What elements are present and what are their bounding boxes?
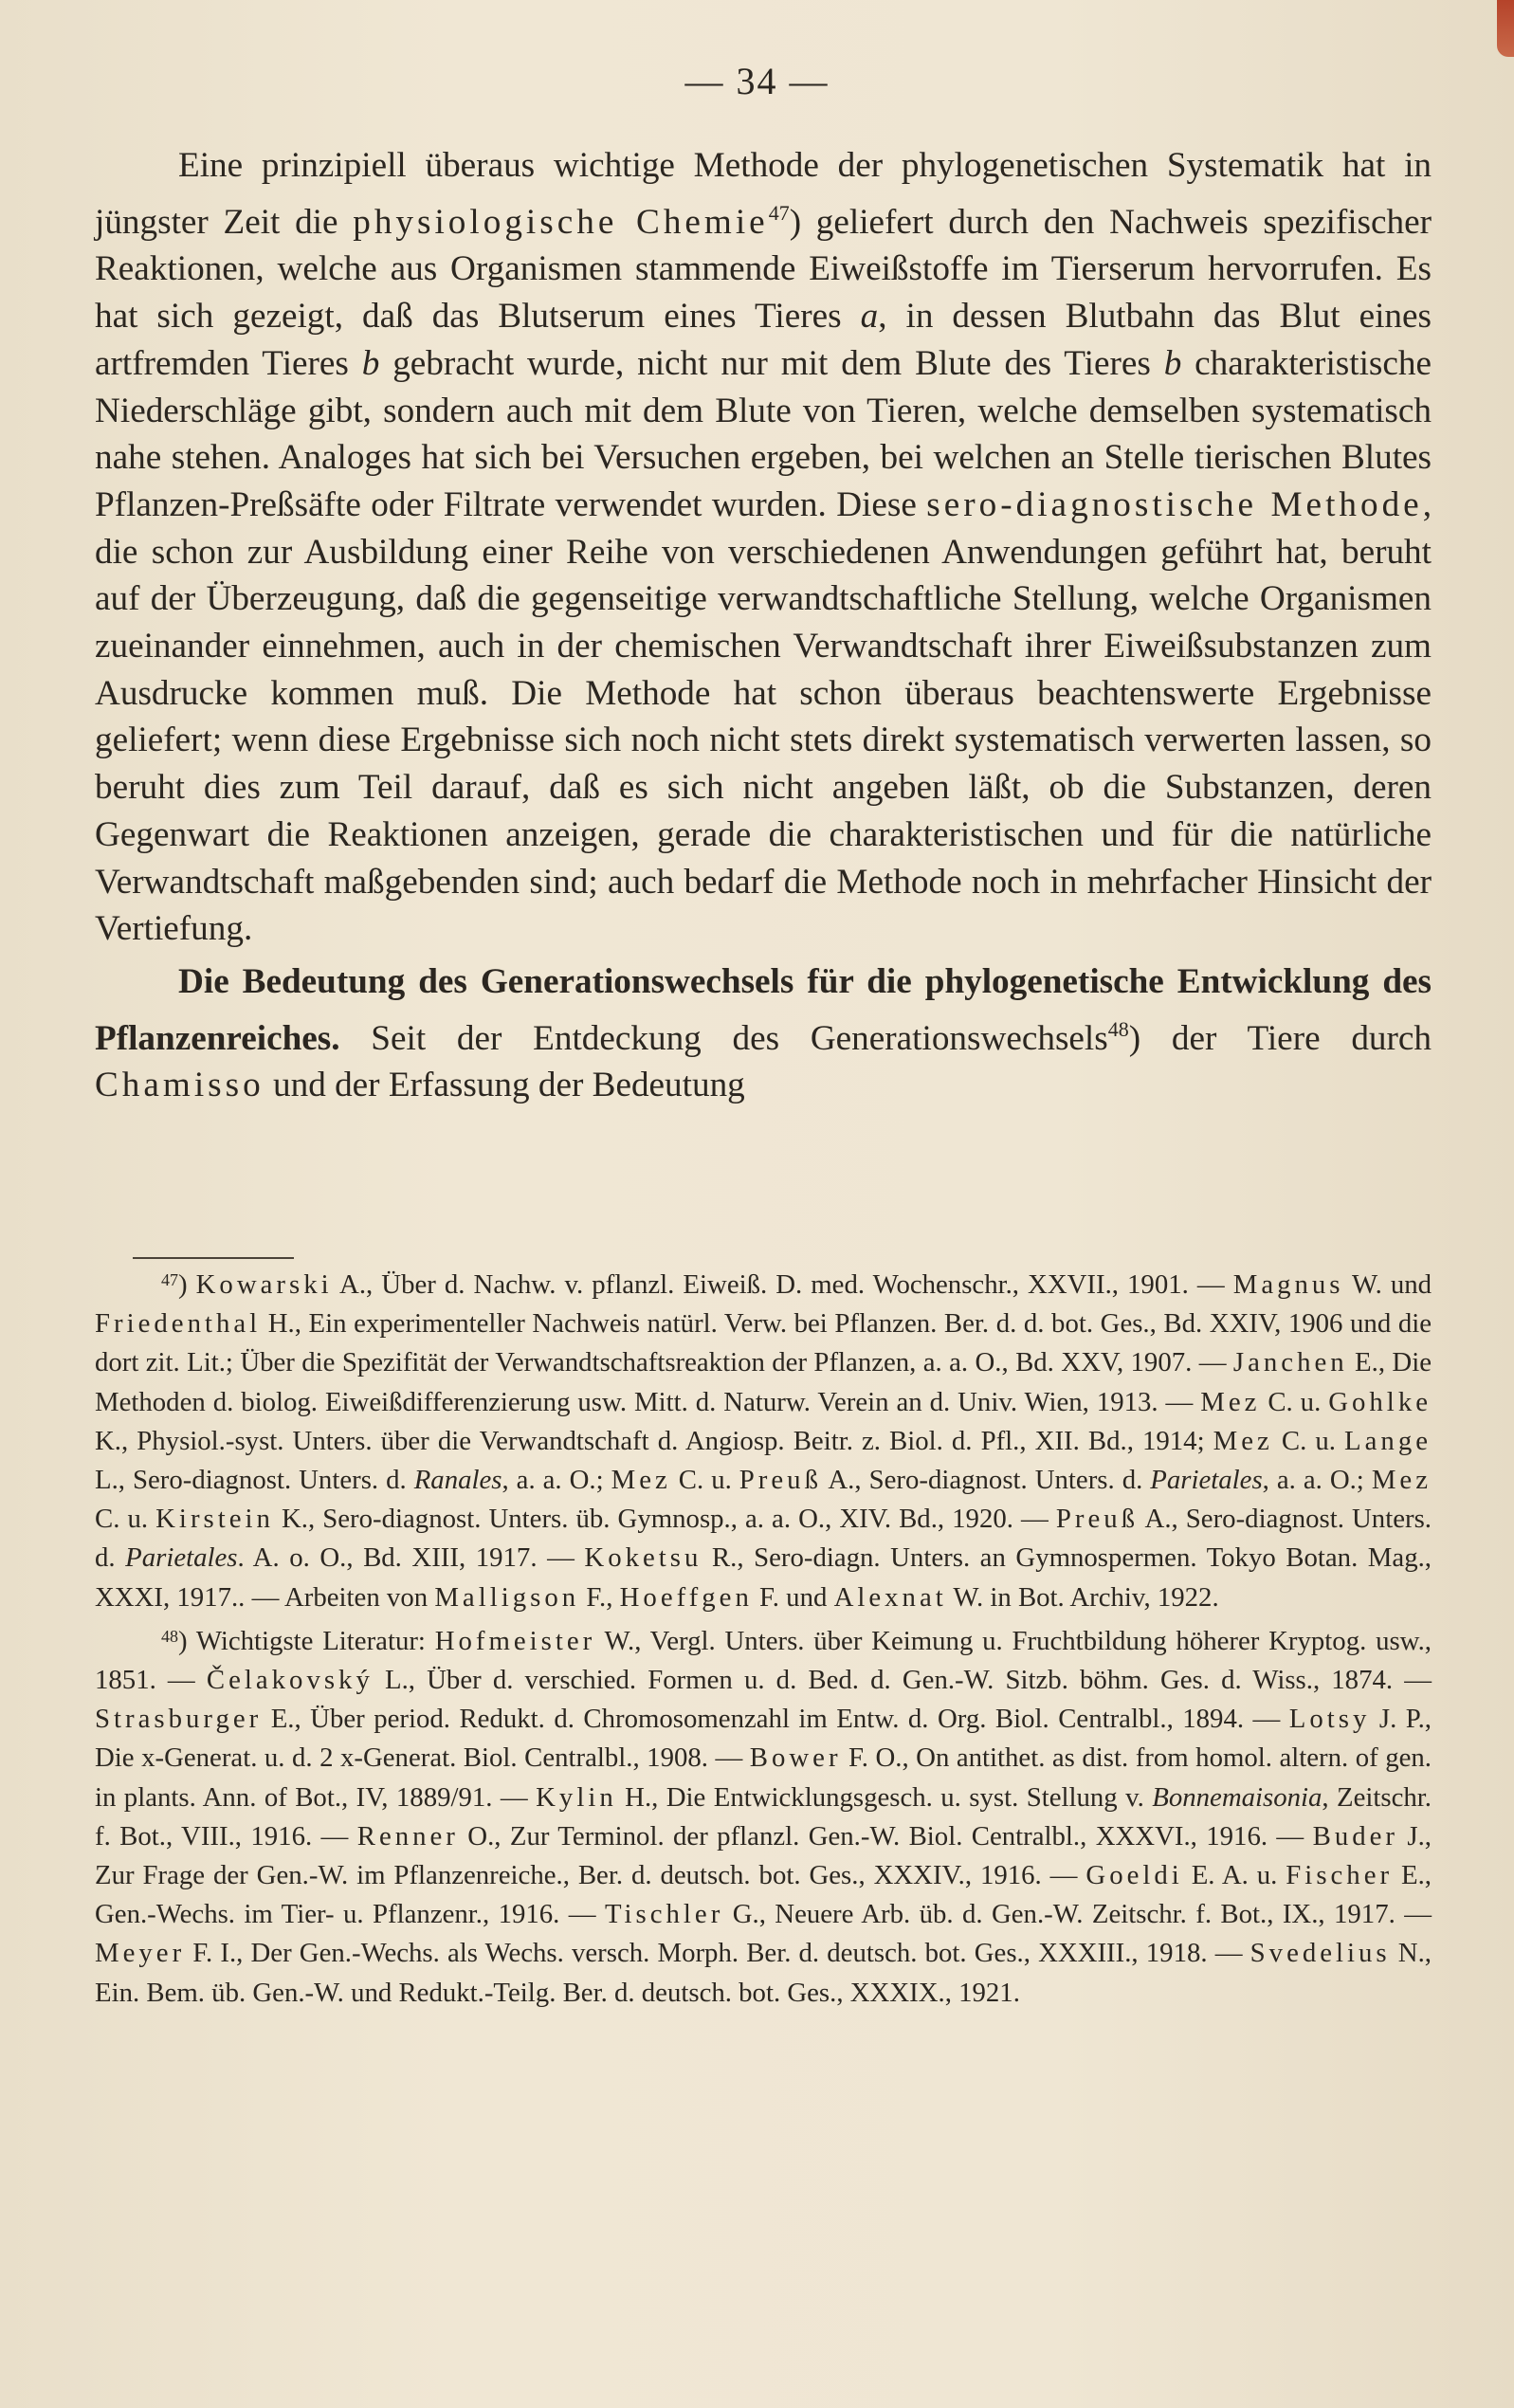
text-run: A., Sero-diagnost. Unters. d. [95,1504,1432,1574]
author-name: Preuß [1055,1504,1140,1535]
text-run: C. u. [95,1504,156,1535]
taxon-name: Ranales [413,1465,502,1496]
author-name: Strasburger [95,1704,263,1735]
variable-a: a [860,297,879,337]
text-run: , a. a. O.; [502,1465,611,1496]
author-name: Hofmeister [434,1625,596,1656]
text-run: N., Ein. Bem. üb. Gen.-W. und Redukt.-Teilg. Ber. d. deutsch. bot. Ges., XXXIX., 1921. [95,1938,1432,2008]
emphasized-term: sero-diagnostische Methode [926,484,1423,524]
author-name: Chamisso [95,1066,264,1105]
text-run: C. u. [670,1465,739,1496]
text-run: O., Zur Terminol. der pflanzl. Gen.-W. Biol. Centralbl., XXXVI., 1916. — [458,1820,1313,1852]
footnote-ref-47[interactable]: 47 [768,200,790,225]
taxon-name: Bonnemaisonia [1152,1781,1322,1813]
author-name: Mez [1371,1465,1432,1496]
text-run: ) [178,1269,196,1300]
text-run: , a. a. O.; [1262,1465,1372,1496]
text-run: Seit der Entdeckung des Generationswechsels [339,1018,1108,1058]
text-run: H., Ein experimenteller Nachweis natürl. Verw. bei Pflanzen. Ber. d. d. bot. Ges., Bd. XXIV, 1906 und die dort zit. Lit.; Über die Spezifität der Verwandtschaftsreaktion der Pflanzen, a. a. O., Bd. XXV, 1907. — [95,1308,1432,1378]
author-name: Mez [611,1465,671,1496]
taxon-name: Parietales [125,1542,238,1574]
text-run: F. O., On antithet. as dist. from homol. altern. of gen. in plants. Ann. of Bot., IV, 1889/91. — [95,1742,1432,1813]
page-edge-mark [1497,0,1514,57]
variable-b: b [361,343,380,383]
text-run: ) Wichtigste Literatur: [178,1625,435,1656]
author-name: Hoeffgen [619,1581,753,1613]
text-run: W. in Bot. Archiv, 1922. [946,1581,1219,1613]
author-name: Kirstein [155,1504,274,1535]
footnote-48 [95,1617,1432,2013]
author-name: Preuß [739,1465,822,1496]
text-run: C. u. [1272,1425,1345,1456]
footnote-number: 47 [161,1270,178,1289]
text-run: E., Gen.-Wechs. im Tier- u. Pflanzenr., 1916. — [95,1860,1432,1930]
author-name: Lange [1344,1425,1432,1456]
text-run: L., Über d. verschied. Formen u. d. Bed. d. Gen.-W. Sitzb. böhm. Ges. d. Wiss., 1874. — [373,1665,1432,1696]
page-number: — 34 — [684,60,830,102]
author-name: Mez [1213,1425,1273,1456]
author-name: Magnus [1232,1269,1344,1300]
author-name: Mez [1200,1386,1261,1417]
text-run: E., Die Methoden d. biolog. Eiweißdifferenzierung usw. Mitt. d. Naturw. Verein an d. Univ. Wien, 1913. — [95,1347,1432,1417]
paragraph-generationswechsel [95,958,1432,1109]
author-name: Lotsy [1288,1704,1371,1735]
author-name: Gohlke [1328,1386,1432,1417]
author-name: Janchen [1232,1347,1348,1378]
author-name: Čelakovský [206,1665,374,1696]
text-run: G., Neuere Arb. üb. d. Gen.-W. Zeitschr. f. Bot., IX., 1917. — [723,1899,1432,1930]
text-run: A., Über d. Nachw. v. pflanzl. Eiweiß. D. med. Wochenschr., XXVII., 1901. — [332,1269,1233,1300]
author-name: Tischler [604,1899,724,1930]
text-run: , Zeitschr. f. Bot., VIII., 1916. — [95,1781,1432,1852]
author-name: Bower [749,1742,842,1774]
paragraph-serodiagnostics [95,142,1432,953]
text-run: K., Sero-diagnost. Unters. üb. Gymnosp., a. a. O., XIV. Bd., 1920. — [273,1504,1056,1535]
text-run: E. A. u. [1182,1860,1286,1891]
author-name: Kylin [536,1781,617,1813]
author-name: Fischer [1286,1860,1394,1891]
text-run: J. P., Die x-Generat. u. d. 2 x-Generat. Biol. Centralbl., 1908. — [95,1704,1432,1774]
text-run: L., Sero-diagnost. Unters. d. [95,1465,414,1496]
author-name: Kowarski [195,1269,333,1300]
text-run: gebracht wurde, nicht nur mit dem Blute des Tieres [379,343,1164,383]
text-run: ) geliefert durch den Nachweis spezifischer Reaktionen, welche aus Organismen stammende Eiweißstoffe im Tierserum hervorrufen. Es hat sich gezeigt, daß das Blutserum eines Tieres [95,202,1432,337]
text-run: A., Sero-diagnost. Unters. d. [821,1465,1151,1496]
text-run: W. und [1343,1269,1432,1300]
author-name: Friedenthal [95,1308,262,1340]
footnote-47 [95,1261,1432,1617]
text-run: , in dessen Blutbahn das Blut eines artfremden Tieres [95,297,1432,383]
text-run: charakteristische Niederschläge gibt, sondern auch mit dem Blute von Tieren, welche demselben systematisch nahe stehen. Analoges hat sich bei Versuchen ergeben, bei welchen an Stelle tierischen Blutes Pflanzen-Preßsäfte oder Filtrate verwendet wurden. Diese [95,343,1432,524]
text-run: R., Sero-diagn. Unters. an Gymnospermen. Tokyo Botan. Mag., XXXI, 1917.. — Arbeiten von [95,1542,1432,1613]
author-name: Malligson [434,1581,580,1613]
text-run: Eine prinzipiell überaus wichtige Methode der phylogenetischen Systematik hat in jüngster Zeit die [95,146,1432,242]
text-run: ) der Tiere durch [1128,1018,1432,1058]
footnotes [95,1261,1432,2013]
author-name: Alexnat [833,1581,947,1613]
variable-b: b [1163,343,1182,383]
section-heading: Die Bedeutung des Generationswechsels für die phylogenetische Entwicklung des Pflanzenreiches. [95,961,1432,1058]
main-text [95,142,1432,1109]
footnote-ref-48[interactable]: 48 [1107,1016,1129,1041]
author-name: Koketsu [584,1542,702,1574]
text-run: und der Erfassung der Bedeutung [264,1066,745,1105]
text-run: K., Physiol.-syst. Unters. über die Verwandtschaft d. Angiosp. Beitr. z. Biol. d. Pfl., XII. Bd., 1914; [95,1425,1213,1456]
text-run: J., Zur Frage der Gen.-W. im Pflanzenreiche., Ber. d. deutsch. bot. Ges., XXXIV., 1916. — [95,1820,1432,1891]
text-run: W., Vergl. Unters. über Keimung u. Fruchtbildung höherer Kryptog. usw., 1851. — [95,1625,1432,1696]
text-run: H., Die Entwicklungsgesch. u. syst. Stellung v. [616,1781,1153,1813]
author-name: Renner [356,1820,459,1852]
taxon-name: Parietales [1150,1465,1263,1496]
text-run: , die schon zur Ausbildung einer Reihe von verschiedenen Anwendungen geführt hat, beruht auf der Überzeugung, daß die gegenseitige verwandtschaftliche Stellung, welche Organismen zueinander einnehmen, auch in der chemischen Verwandtschaft ihrer Eiweißsubstanzen zum Ausdrucke kommen muß. Die Methode hat schon überaus beachtenswerte Ergebnisse geliefert; wenn diese Ergebnisse sich noch nicht stets direkt systematisch verwerten lassen, so beruht dies zum Teil darauf, daß es sich nicht angeben läßt, ob die Substanzen, deren Gegenwart die Reaktionen anzeigen, gerade die charakteristischen und für die natürliche Verwandtschaft maßgebenden sind; auch bedarf die Methode noch in mehrfacher Hinsicht der Vertiefung. [95,484,1432,949]
text-run: C. u. [1260,1386,1329,1417]
text-run: F. und [752,1581,834,1613]
footnote-number: 48 [161,1626,178,1646]
author-name: Meyer [95,1938,186,1969]
text-run: . A. o. O., Bd. XIII, 1917. — [237,1542,585,1574]
text-run: F. I., Der Gen.-Wechs. als Wechs. versch. Morph. Ber. d. deutsch. bot. Ges., XXXIII., 1918. — [185,1938,1250,1969]
author-name: Buder [1312,1820,1398,1852]
text-run: E., Über period. Redukt. d. Chromosomenzahl im Entw. d. Org. Biol. Centralbl., 1894. — [262,1704,1289,1735]
author-name: Svedelius [1250,1938,1391,1969]
author-name: Goeldi [1085,1860,1183,1891]
emphasized-term: physiologische Chemie [353,202,769,242]
footnote-divider [133,1257,294,1259]
text-run: F., [579,1581,620,1613]
